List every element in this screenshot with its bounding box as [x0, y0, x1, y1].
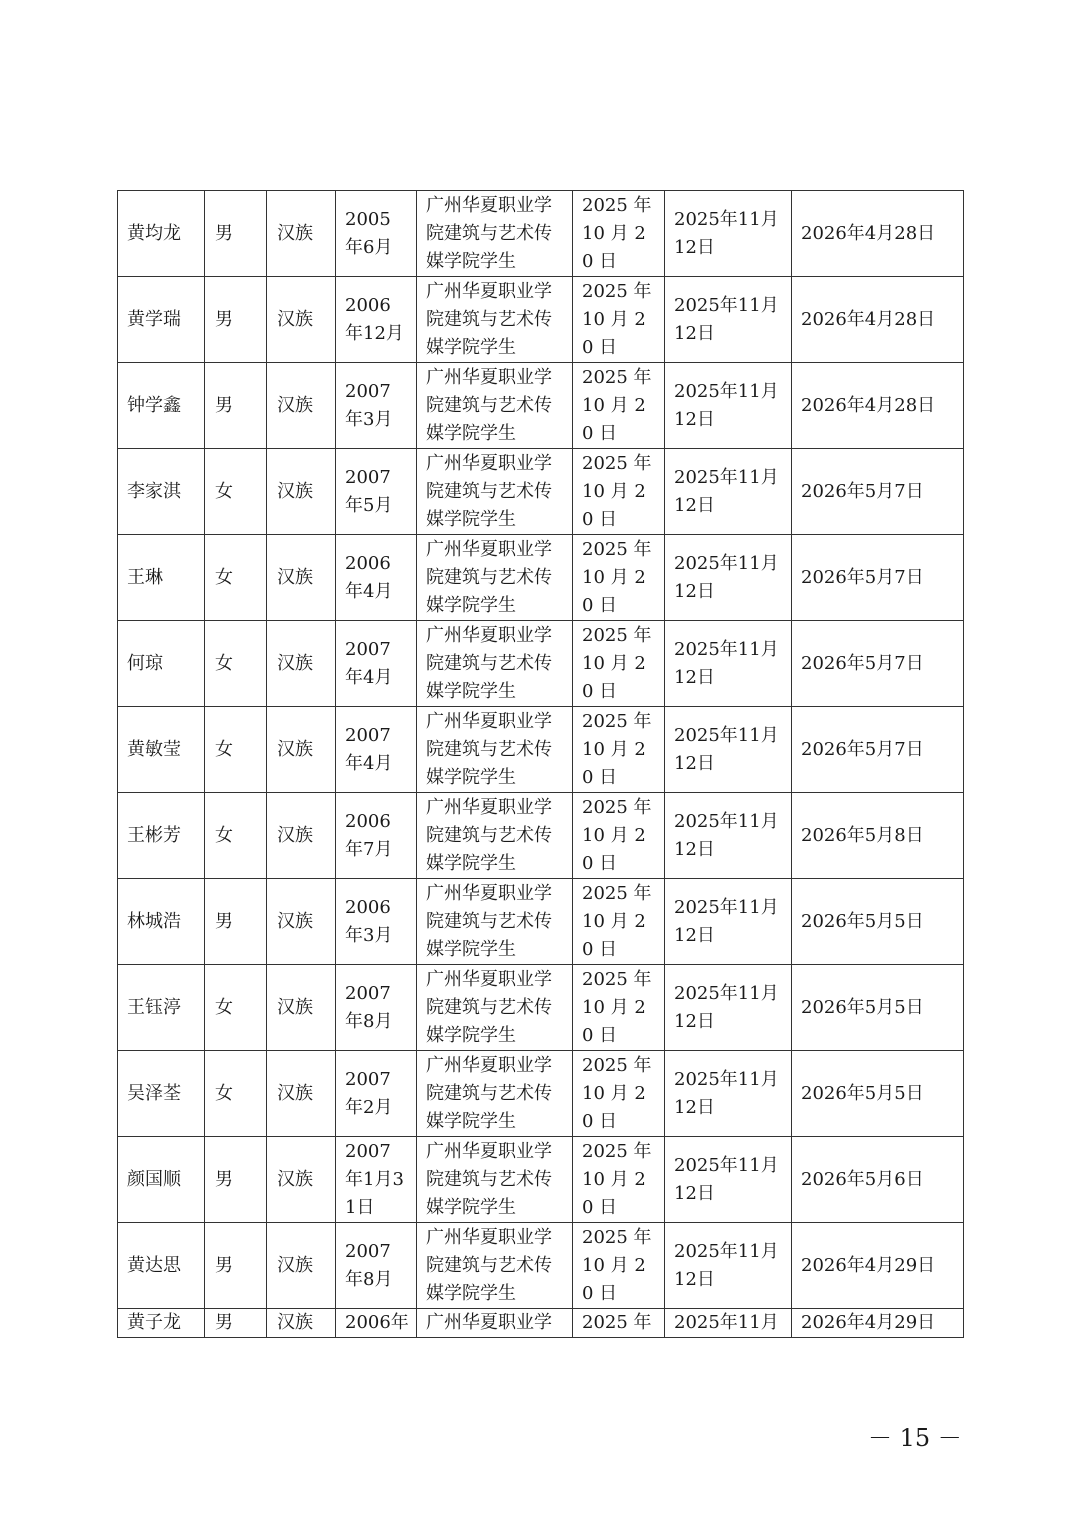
- activist-date-cell: 2025年11月12日: [665, 449, 792, 535]
- name-cell: 王彬芳: [118, 793, 205, 879]
- identity-cell: 广州华夏职业学: [417, 1309, 573, 1338]
- application-date-cell: 2025 年 10 月 20 日: [573, 277, 665, 363]
- birth-date-cell: 2007年5月: [336, 449, 417, 535]
- table-row: [118, 535, 964, 621]
- sex-cell: 男: [205, 277, 267, 363]
- table-row: [118, 879, 964, 965]
- identity-cell: 广州华夏职业学院建筑与艺术传媒学院学生: [417, 879, 573, 965]
- identity-cell: 广州华夏职业学院建筑与艺术传媒学院学生: [417, 363, 573, 449]
- activist-date-cell: 2025年11月12日: [665, 191, 792, 277]
- name-cell: 颜国顺: [118, 1137, 205, 1223]
- sex-cell: 男: [205, 1137, 267, 1223]
- sex-cell: 女: [205, 965, 267, 1051]
- application-date-cell: 2025 年 10 月 20 日: [573, 1223, 665, 1309]
- birth-date-cell: 2007年8月: [336, 1223, 417, 1309]
- name-cell: 黄学瑞: [118, 277, 205, 363]
- application-date-cell: 2025 年 10 月 20 日: [573, 793, 665, 879]
- roster-body: [118, 191, 964, 1338]
- application-date-cell: 2025 年 10 月 20 日: [573, 535, 665, 621]
- table-row: [118, 191, 964, 277]
- name-cell: 黄敏莹: [118, 707, 205, 793]
- table-row: [118, 1309, 964, 1338]
- birth-date-cell: 2007年4月: [336, 707, 417, 793]
- sex-cell: 女: [205, 793, 267, 879]
- ethnicity-cell: 汉族: [267, 793, 336, 879]
- ethnicity-cell: 汉族: [267, 1223, 336, 1309]
- name-cell: 黄均龙: [118, 191, 205, 277]
- ethnicity-cell: 汉族: [267, 363, 336, 449]
- birth-date-cell: 2007年2月: [336, 1051, 417, 1137]
- development-date-cell: 2026年5月7日: [792, 535, 964, 621]
- development-date-cell: 2026年4月28日: [792, 277, 964, 363]
- sex-cell: 男: [205, 879, 267, 965]
- activist-date-cell: 2025年11月12日: [665, 879, 792, 965]
- identity-cell: 广州华夏职业学院建筑与艺术传媒学院学生: [417, 1137, 573, 1223]
- application-date-cell: 2025 年 10 月 20 日: [573, 1051, 665, 1137]
- sex-cell: 男: [205, 1309, 267, 1338]
- name-cell: 黄子龙: [118, 1309, 205, 1338]
- table-row: [118, 965, 964, 1051]
- birth-date-cell: 2007年8月: [336, 965, 417, 1051]
- ethnicity-cell: 汉族: [267, 535, 336, 621]
- application-date-cell: 2025 年 10 月 20 日: [573, 1137, 665, 1223]
- member-roster-table: [117, 190, 964, 1338]
- birth-date-cell: 2005年6月: [336, 191, 417, 277]
- table-row: [118, 1051, 964, 1137]
- name-cell: 李家淇: [118, 449, 205, 535]
- sex-cell: 女: [205, 449, 267, 535]
- development-date-cell: 2026年5月6日: [792, 1137, 964, 1223]
- birth-date-cell: 2006年: [336, 1309, 417, 1338]
- sex-cell: 女: [205, 535, 267, 621]
- ethnicity-cell: 汉族: [267, 621, 336, 707]
- name-cell: 王钰渟: [118, 965, 205, 1051]
- identity-cell: 广州华夏职业学院建筑与艺术传媒学院学生: [417, 965, 573, 1051]
- activist-date-cell: 2025年11月12日: [665, 1137, 792, 1223]
- table-row: [118, 621, 964, 707]
- ethnicity-cell: 汉族: [267, 449, 336, 535]
- activist-date-cell: 2025年11月12日: [665, 277, 792, 363]
- name-cell: 钟学鑫: [118, 363, 205, 449]
- activist-date-cell: 2025年11月: [665, 1309, 792, 1338]
- ethnicity-cell: 汉族: [267, 277, 336, 363]
- activist-date-cell: 2025年11月12日: [665, 707, 792, 793]
- sex-cell: 女: [205, 1051, 267, 1137]
- sex-cell: 女: [205, 621, 267, 707]
- activist-date-cell: 2025年11月12日: [665, 535, 792, 621]
- identity-cell: 广州华夏职业学院建筑与艺术传媒学院学生: [417, 621, 573, 707]
- sex-cell: 女: [205, 707, 267, 793]
- application-date-cell: 2025 年 10 月 20 日: [573, 879, 665, 965]
- ethnicity-cell: 汉族: [267, 1137, 336, 1223]
- birth-date-cell: 2006年4月: [336, 535, 417, 621]
- activist-date-cell: 2025年11月12日: [665, 965, 792, 1051]
- sex-cell: 男: [205, 1223, 267, 1309]
- identity-cell: 广州华夏职业学院建筑与艺术传媒学院学生: [417, 277, 573, 363]
- birth-date-cell: 2007年3月: [336, 363, 417, 449]
- development-date-cell: 2026年5月8日: [792, 793, 964, 879]
- activist-date-cell: 2025年11月12日: [665, 1051, 792, 1137]
- activist-date-cell: 2025年11月12日: [665, 1223, 792, 1309]
- name-cell: 王琳: [118, 535, 205, 621]
- ethnicity-cell: 汉族: [267, 191, 336, 277]
- birth-date-cell: 2006年12月: [336, 277, 417, 363]
- application-date-cell: 2025 年 10 月 20 日: [573, 191, 665, 277]
- identity-cell: 广州华夏职业学院建筑与艺术传媒学院学生: [417, 449, 573, 535]
- table-row: [118, 449, 964, 535]
- application-date-cell: 2025 年 10 月 20 日: [573, 707, 665, 793]
- development-date-cell: 2026年4月28日: [792, 191, 964, 277]
- development-date-cell: 2026年4月29日: [792, 1223, 964, 1309]
- name-cell: 何琼: [118, 621, 205, 707]
- table-row: [118, 277, 964, 363]
- application-date-cell: 2025 年: [573, 1309, 665, 1338]
- development-date-cell: 2026年4月29日: [792, 1309, 964, 1338]
- table-row: [118, 363, 964, 449]
- birth-date-cell: 2007年1月31日: [336, 1137, 417, 1223]
- ethnicity-cell: 汉族: [267, 1051, 336, 1137]
- activist-date-cell: 2025年11月12日: [665, 363, 792, 449]
- sex-cell: 男: [205, 191, 267, 277]
- development-date-cell: 2026年5月5日: [792, 1051, 964, 1137]
- table-row: [118, 1137, 964, 1223]
- ethnicity-cell: 汉族: [267, 1309, 336, 1338]
- activist-date-cell: 2025年11月12日: [665, 621, 792, 707]
- table-row: [118, 1223, 964, 1309]
- name-cell: 吴泽荃: [118, 1051, 205, 1137]
- name-cell: 林城浩: [118, 879, 205, 965]
- ethnicity-cell: 汉族: [267, 879, 336, 965]
- ethnicity-cell: 汉族: [267, 707, 336, 793]
- birth-date-cell: 2006年7月: [336, 793, 417, 879]
- development-date-cell: 2026年4月28日: [792, 363, 964, 449]
- identity-cell: 广州华夏职业学院建筑与艺术传媒学院学生: [417, 1051, 573, 1137]
- table-row: [118, 793, 964, 879]
- identity-cell: 广州华夏职业学院建筑与艺术传媒学院学生: [417, 793, 573, 879]
- page-number: － 15 －: [868, 1424, 962, 1452]
- development-date-cell: 2026年5月7日: [792, 621, 964, 707]
- application-date-cell: 2025 年 10 月 20 日: [573, 621, 665, 707]
- application-date-cell: 2025 年 10 月 20 日: [573, 449, 665, 535]
- identity-cell: 广州华夏职业学院建筑与艺术传媒学院学生: [417, 191, 573, 277]
- identity-cell: 广州华夏职业学院建筑与艺术传媒学院学生: [417, 707, 573, 793]
- identity-cell: 广州华夏职业学院建筑与艺术传媒学院学生: [417, 535, 573, 621]
- ethnicity-cell: 汉族: [267, 965, 336, 1051]
- development-date-cell: 2026年5月7日: [792, 707, 964, 793]
- activist-date-cell: 2025年11月12日: [665, 793, 792, 879]
- development-date-cell: 2026年5月5日: [792, 879, 964, 965]
- sex-cell: 男: [205, 363, 267, 449]
- application-date-cell: 2025 年 10 月 20 日: [573, 363, 665, 449]
- development-date-cell: 2026年5月7日: [792, 449, 964, 535]
- identity-cell: 广州华夏职业学院建筑与艺术传媒学院学生: [417, 1223, 573, 1309]
- birth-date-cell: 2006年3月: [336, 879, 417, 965]
- table-row: [118, 707, 964, 793]
- development-date-cell: 2026年5月5日: [792, 965, 964, 1051]
- birth-date-cell: 2007年4月: [336, 621, 417, 707]
- application-date-cell: 2025 年 10 月 20 日: [573, 965, 665, 1051]
- name-cell: 黄达思: [118, 1223, 205, 1309]
